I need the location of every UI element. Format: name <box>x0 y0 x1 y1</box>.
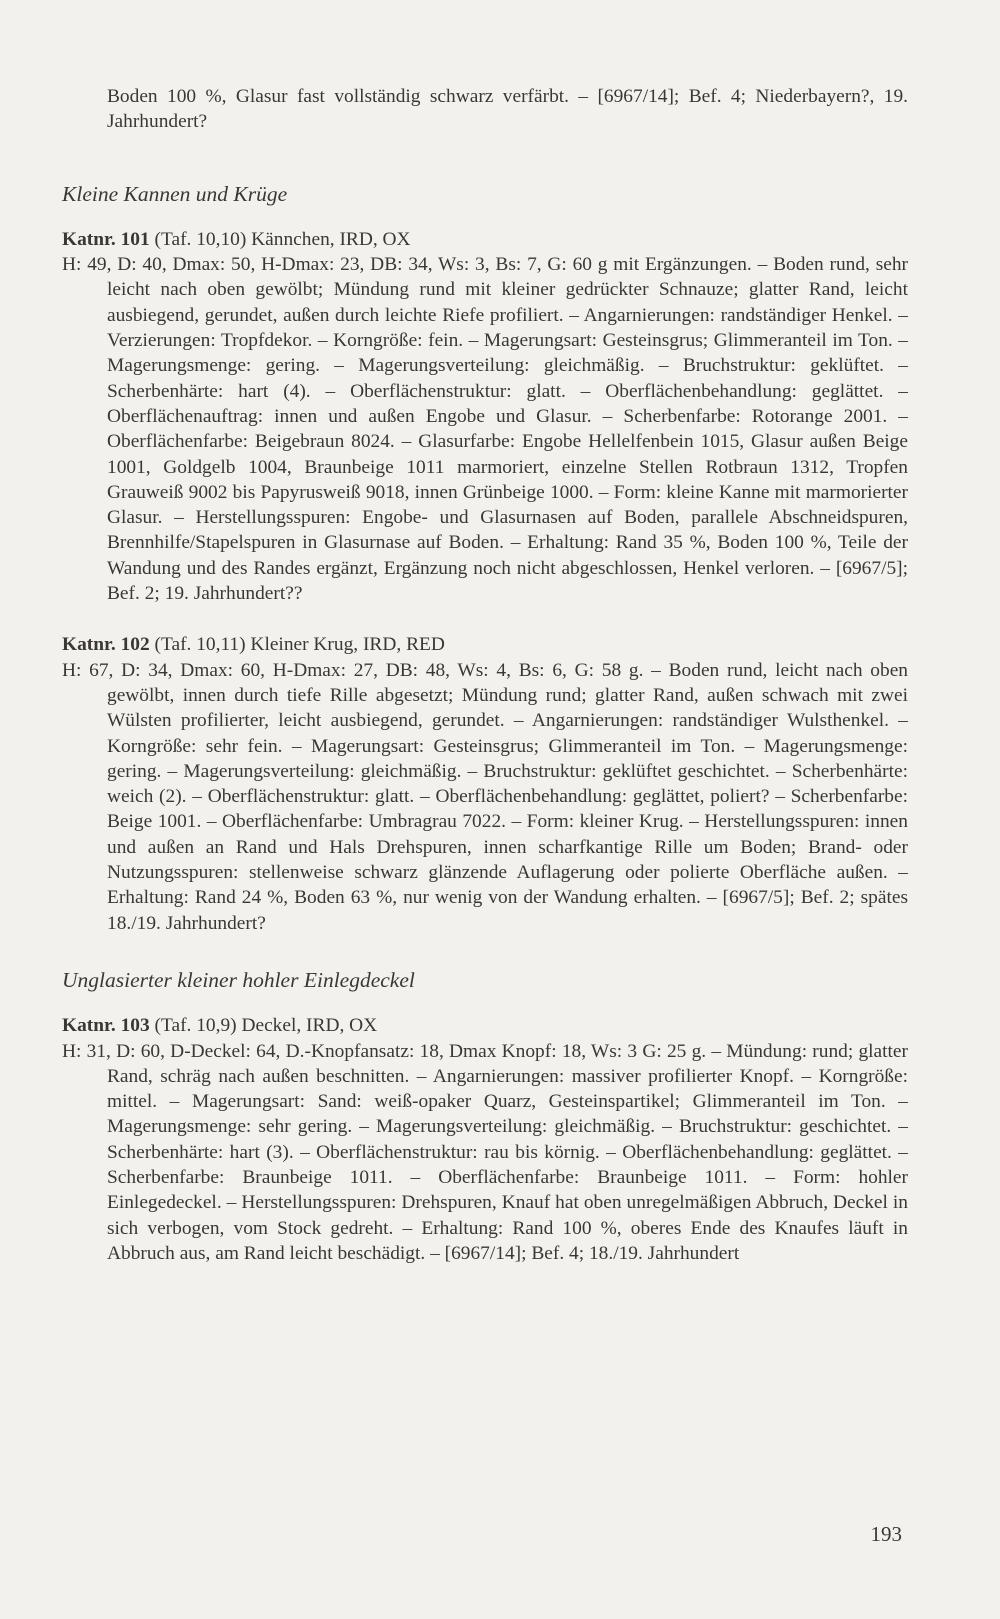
catalog-entry-title: (Taf. 10,10) Kännchen, IRD, OX <box>154 228 411 250</box>
catalog-entry-title: (Taf. 10,11) Kleiner Krug, IRD, RED <box>154 634 445 656</box>
katnr-number: 103 <box>120 1015 150 1037</box>
catalog-entry-header <box>62 227 908 252</box>
catalog-entry-body: H: 67, D: 34, Dmax: 60, H-Dmax: 27, DB: 48, Ws: 4, Bs: 6, G: 58 g. – Boden rund, leicht nach oben gewölbt, innen durch tiefe Rille abgesetzt; Mündung rund; glatter Rand, außen schwach mit zwei Wülsten profilierter, leicht ausbiegend, gerundet. – Angarnierungen: randständiger Wulsthenkel. – Korngröße: sehr fein. – Magerungsart: Gesteinsgrus; Glimmeranteil im Ton. – Magerungsmenge: gering. – Magerungsverteilung: gleichmäßig. – Bruchstruktur: geklüftet geschichtet. – Scherbenhärte: weich (2). – Oberflächenstruktur: glatt. – Oberflächenbehandlung: geglättet, poliert? – Scherbenfarbe: Beige 1001. – Oberflächenfarbe: Umbragrau 7022. – Form: kleiner Krug. – Herstellungsspuren: innen und außen an Rand und Hals Drehspuren, innen scharfkantige Rille um Boden; Brand- oder Nutzungsspuren: stellenweise schwarz glänzende Auflagerung oder polierte Oberfläche außen. – Erhaltung: Rand 24 %, Boden 63 %, nur wenig von der Wandung erhalten. – [6967/5]; Bef. 2; spätes 18./19. Jahrhundert? <box>62 659 908 934</box>
page-number: 193 <box>870 1522 902 1546</box>
section-title-deckel: Unglasierter kleiner hohler Einlegdeckel <box>62 967 415 992</box>
katnr-label: Katnr. <box>62 1015 116 1037</box>
catalog-entry-body: H: 49, D: 40, Dmax: 50, H-Dmax: 23, DB: 34, Ws: 3, Bs: 7, G: 60 g mit Ergänzungen. – Boden rund, sehr leicht nach oben gewölbt; Mündung rund mit kleiner gedrückter Schnauze; glatter Rand, leicht ausbiegend, gerundet, außen durch leichte Riefe profiliert. – Angarnierungen: randständiger Henkel. – Verzierungen: Tropfdekor. – Korngröße: fein. – Magerungsart: Gesteinsgrus; Glimmeranteil im Ton. – Magerungsmenge: gering. – Magerungsverteilung: gleichmäßig. – Bruchstruktur: geklüftet. – Scherbenhärte: hart (4). – Oberflächenstruktur: glatt. – Oberflächenbehandlung: geglättet. – Oberflächenauftrag: innen und außen Engobe und Glasur. – Scherbenfarbe: Rotorange 2001. – Oberflächenfarbe: Beigebraun 8024. – Glasurfarbe: Engobe Hellelfenbein 1015, Glasur außen Beige 1001, Goldgelb 1004, Braunbeige 1011 marmoriert, einzelne Stellen Rotbraun 1312, Tropfen Grauweiß 9002 bis Papyrusweiß 9018, innen Grünbeige 1000. – Form: kleine Kanne mit marmorierter Glasur. – Herstellungsspuren: Engobe- und Glasurnasen auf Boden, parallele Abschneidspuren, Brennhilfe/Stapelspuren in Glasurnase auf Boden. – Erhaltung: Rand 35 %, Boden 100 %, Teile der Wandung und des Randes ergänzt, Ergänzung noch nicht abgeschlossen, Henkel verloren. – [6967/5]; Bef. 2; 19. Jahrhundert?? <box>62 254 908 605</box>
section-title-kannen: Kleine Kannen und Krüge <box>62 181 288 206</box>
katnr-label: Katnr. <box>62 228 116 250</box>
page-body <box>62 84 908 1266</box>
katnr-number: 102 <box>120 634 150 656</box>
intro-continuation: Boden 100 %, Glasur fast vollständig schwarz verfärbt. – [6967/14]; Bef. 4; Niederbayern?, 19. Jahrhundert? <box>107 86 908 133</box>
katnr-label: Katnr. <box>62 634 116 656</box>
catalog-entry-body: H: 31, D: 60, D-Deckel: 64, D.-Knopfansatz: 18, Dmax Knopf: 18, Ws: 3 G: 25 g. – Mündung: rund; glatter Rand, schräg nach außen beschnitten. – Angarnierungen: massiver profilierter Knopf. – Korngröße: mittel. – Magerungsart: Sand: weiß-opaker Quarz, Gesteinspartikel; Glimmeranteil im Ton. – Magerungsmenge: sehr gering. – Magerungsverteilung: gleichmäßig. – Bruchstruktur: geschichtet. – Scherbenhärte: hart (3). – Oberflächenstruktur: rau bis körnig. – Oberflächenbehandlung: geglättet. – Scherbenfarbe: Braunbeige 1011. – Oberflächenfarbe: Braunbeige 1011. – Form: hohler Einlegedeckel. – Herstellungsspuren: Drehspuren, Knauf hat oben unregelmäßigen Abbruch, Deckel in sich verbogen, vom Stock gedreht. – Erhaltung: Rand 100 %, oberes Ende des Knaufes läuft in Abbruch aus, am Rand leicht beschädigt. – [6967/14]; Bef. 4; 18./19. Jahrhundert <box>62 1040 908 1264</box>
catalog-entry-title: (Taf. 10,9) Deckel, IRD, OX <box>154 1015 378 1037</box>
katnr-number: 101 <box>120 228 150 250</box>
catalog-entry-header <box>62 1013 908 1038</box>
catalog-entry-header <box>62 632 908 657</box>
